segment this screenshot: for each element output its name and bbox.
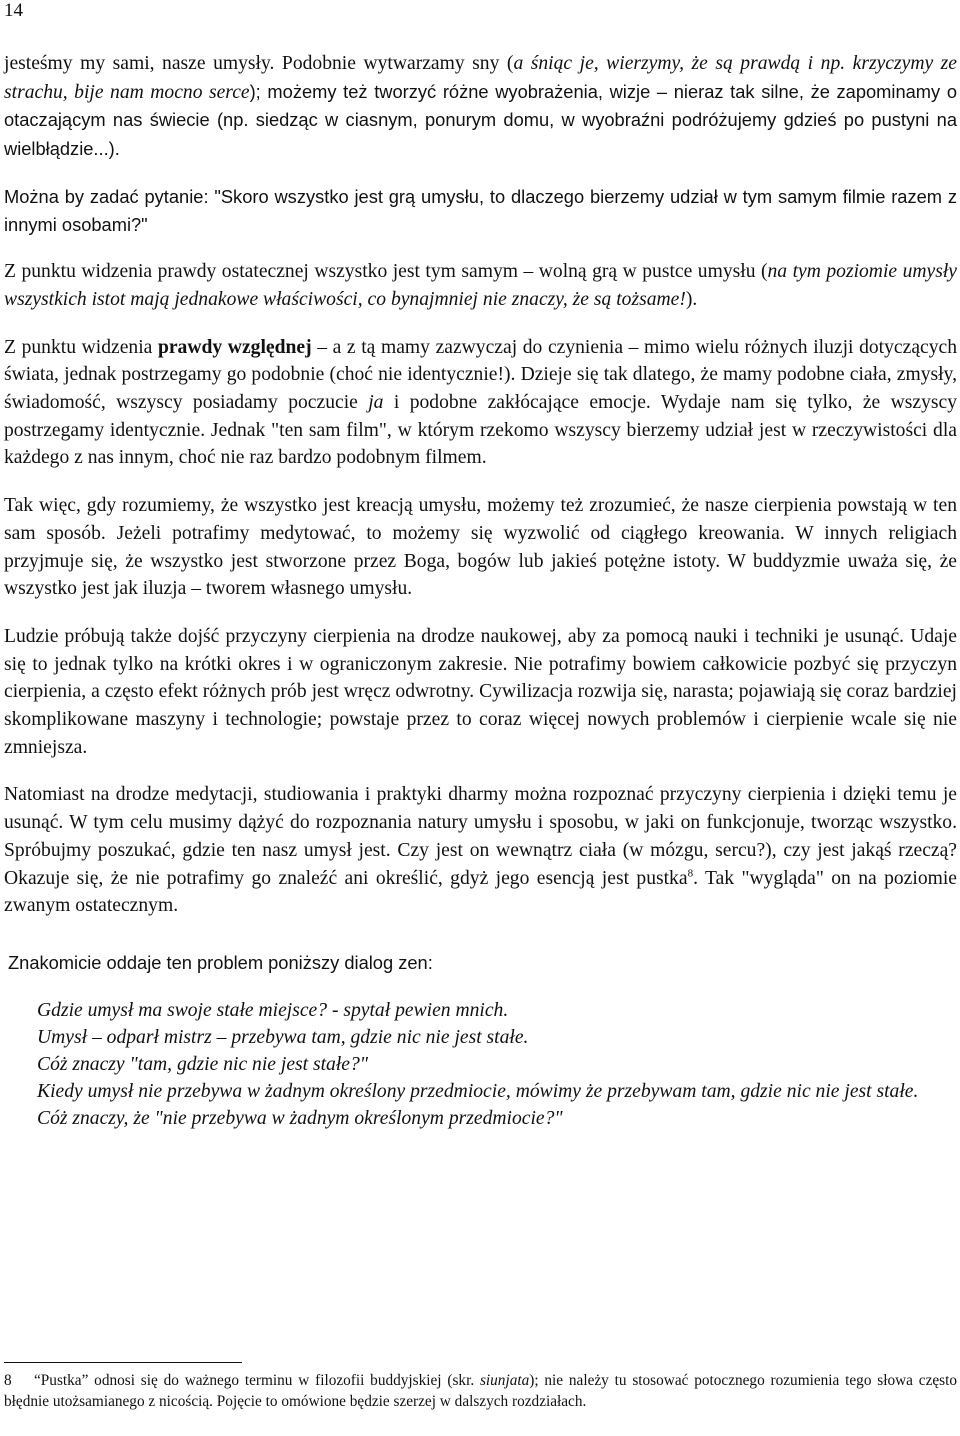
footnote-term: siunjata	[479, 1372, 530, 1389]
paragraph-3	[4, 258, 957, 313]
dialog-line: Umysł – odparł mistrz – przebywa tam, gdzie nic nie jest stałe.	[37, 1026, 529, 1048]
dialog-line: Kiedy umysł nie przebywa w żadnym określony przedmiocie, mówimy że przebywam tam, gdzie nic nie jest stałe.	[37, 1080, 919, 1102]
p7-text-b: . Tak "wygląda" on na poziomie zwanym ostatecznym.	[4, 867, 957, 917]
zen-dialog	[37, 997, 957, 1132]
p3-text-c: ).	[685, 288, 698, 310]
footnote-text-a: “Pustka” odnosi się do ważnego terminu w filozofii buddyjskiej (skr.	[34, 1372, 480, 1389]
paragraph-5: Tak więc, gdy rozumiemy, że wszystko jest kreacją umysłu, możemy też zrozumieć, że nasze cierpienia powstają w ten sam sposób. Jeżeli potrafimy medytować, to możemy się wyzwolić od ciągłego kreowania. W innych religiach przyjmuje się, że wszystko jest stworzone przez Boga, bogów lub jakieś potężne istoty. W buddyzmie uważa się, że wszystko jest jak iluzja – tworem własnego umysłu.	[4, 495, 957, 600]
p1-text-c: ); możemy też tworzyć różne wyobrażenia, wizje – nieraz tak silne, że zapominamy o otaczającym nas świecie (np. siedząc w ciasnym, ponurym domu, w wyobraźni podróżujemy gdzieś po pustyni na wielbłądzie...).	[4, 80, 958, 160]
p1-text-a: jesteśmy my sami, nasze umysły. Podobnie wytwarzamy sny (	[4, 53, 514, 74]
paragraph-1	[4, 50, 957, 164]
footnote-separator	[4, 1362, 242, 1363]
footnote	[4, 1370, 957, 1413]
paragraph-6: Ludzie próbują także dojść przyczyny cierpienia na drodze naukowej, aby za pomocą nauki i techniki je usunąć. Udaje się to jednak tylko na krótki okres i w ograniczonym zakresie. Nie potrafimy bowiem całkowicie pozbyć się przyczyn cierpienia, a często efekt różnych prób jest wręcz odwrotny. Cywilizacja rozwija się, narasta; pojawiają się coraz bardziej skomplikowane maszyny i technologie; powstaje przez to coraz więcej nowych problemów i cierpienie wcale się nie zmniejsza.	[4, 625, 957, 758]
paragraph-7	[4, 781, 957, 920]
p4-text-e: i podobne zakłócające emocje. Wydaje nam się tylko, że wszyscy postrzegamy identycznie. Jednak "ten sam film", w którym rzekomo wszyscy bierzemy udział jest w rzeczywistości dla każdego z nas innym, choć nie raz bardzo podobnym filmem.	[4, 392, 957, 469]
p4-text-a: Z punktu widzenia	[4, 336, 158, 358]
dialog-line: Cóż znaczy, że "nie przebywa w żadnym określonym przedmiocie?"	[37, 1107, 563, 1129]
dialog-intro: Znakomicie oddaje ten problem poniższy dialog zen:	[8, 951, 433, 973]
dialog-line: Gdzie umysł ma swoje stałe miejsce? - spytał pewien mnich.	[37, 999, 509, 1021]
footnote-reference[interactable]: 8	[687, 867, 694, 880]
footnote-number: 8	[4, 1372, 12, 1389]
page-body	[4, 50, 957, 1132]
p7-text-a: Natomiast na drodze medytacji, studiowania i praktyki dharmy można rozpoznać przyczyny cierpienia i dzięki temu je usunąć. W tym celu musimy dążyć do rozpoznania natury umysłu i sposobu, w jaki on funkcjonuje, tworząc wszystko. Spróbujmy poszukać, gdzie ten nasz umysł jest. Czy jest on wewnątrz ciała (w mózgu, sercu?), czy jest jakąś rzeczą? Okazuje się, że nie potrafimy go znaleźć ani określić, gdyż jego esencją jest pustka	[4, 784, 957, 889]
p3-italic: na tym poziomie umysły wszystkich istot mają jednakowe właściwości, co bynajmniej nie znaczy, że są tożsame!	[4, 261, 957, 310]
p4-text-c: – a z tą mamy zazwyczaj do czynienia – mimo wielu różnych iluzji dotyczących świata, jednak postrzegamy go podobnie (choć nie identycznie!). Dzieje się tak dlatego, że mamy podobne ciała, zmysły, świadomość, wszyscy posiadamy poczucie	[4, 336, 957, 414]
p1-italic: a śniąc je, wierzymy, że są prawdą i np. krzyczymy ze strachu, bije nam mocno serce	[4, 53, 957, 103]
p4-bold: prawdy względnej	[157, 336, 312, 358]
paragraph-4	[4, 334, 957, 473]
page-number: 14	[4, 0, 23, 21]
p4-italic: ja	[368, 392, 384, 414]
p3-text-a: Z punktu widzenia prawdy ostatecznej wszystko jest tym samym – wolną grą w pustce umysłu (	[4, 261, 768, 283]
paragraph-2: Można by zadać pytanie: "Skoro wszystko jest grą umysłu, to dlaczego bierzemy udział w tym samym filmie razem z innymi osobami?"	[4, 185, 957, 235]
footnote-text-b: ); nie należy tu stosować potocznego rozumienia tego słowa często błędnie utożsamianego z nicością. Pojęcie to omówione będzie szerzej w dalszych rozdziałach.	[4, 1372, 957, 1411]
dialog-line: Cóż znaczy "tam, gdzie nic nie jest stałe?"	[37, 1053, 369, 1075]
